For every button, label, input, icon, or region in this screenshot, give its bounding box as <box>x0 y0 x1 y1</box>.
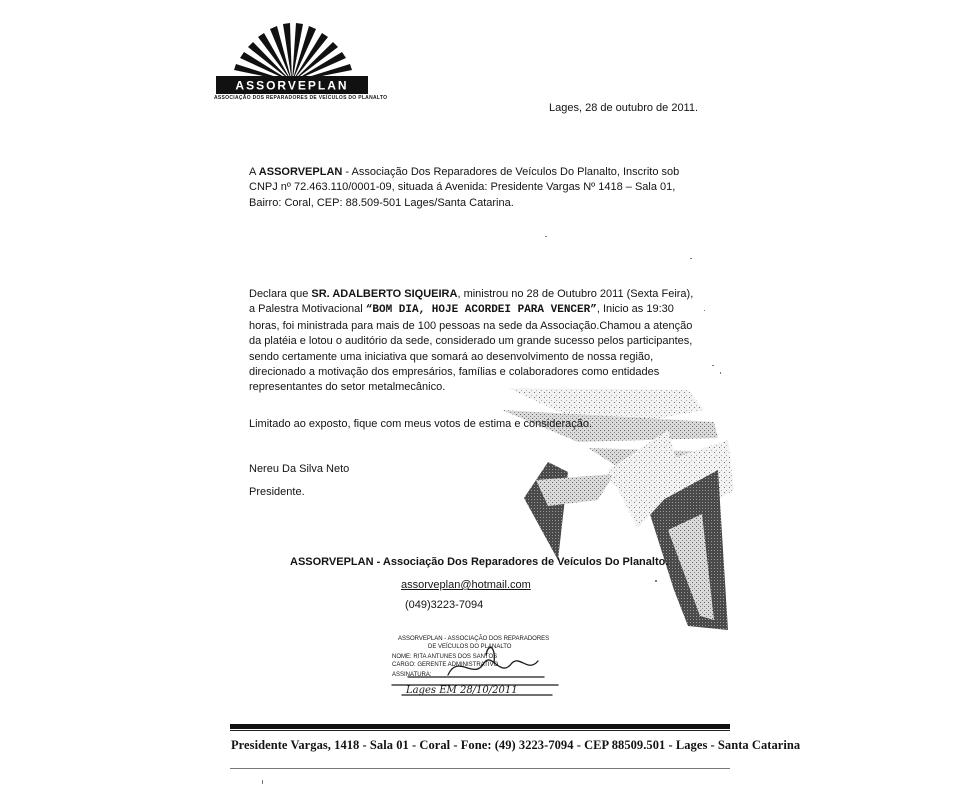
closing-line: Limitado ao exposto, fique com meus votos de estima e consideração. <box>249 418 593 430</box>
org-phone: (049)3223-7094 <box>405 599 484 611</box>
org-email[interactable]: assorveplan@hotmail.com <box>401 579 531 591</box>
body-line-6: direcionado a motivação dos empresários, famílias e colaboradores como entidades <box>249 366 660 379</box>
handwritten-date: Lages EM 28/10/2011 <box>406 685 518 696</box>
addressee-line-2: CNPJ nº 72.463.110/0001-09, situada á Avenida: Presidente Vargas Nº 1418 – Sala 01, <box>249 181 676 194</box>
stamp-line-2: DE VEÍCULOS DO PLANALTO <box>428 644 512 650</box>
date-line: Lages, 28 de outubro de 2011. <box>549 102 699 114</box>
stamp-line-1: ASSORVEPLAN - ASSOCIAÇÃO DOS REPARADORES <box>398 636 550 642</box>
body-line-3: horas, foi ministrada para mais de 100 pessoas na sede da Associação.Chamou a atenção <box>249 319 693 332</box>
logo-wordmark: ASSORVEPLAN <box>235 78 349 93</box>
body-line-7: representantes do setor metalmecânico. <box>249 381 446 394</box>
body-line-2: a Palestra Motivacional “BOM DIA, HOJE ACORDEI PARA VENCER”, Inicio as 19:30 <box>249 303 674 317</box>
logo-caption: ASSOCIAÇÃO DOS REPARADORES DE VEÍCULOS DO PLANALTO <box>214 95 388 101</box>
body-line-5: sendo certamente uma iniciativa que somará ao desenvolvimento de nossa região, <box>249 350 654 363</box>
body-line-4: da platéia e lotou o auditório da sede, considerado um grande sucesso pelos participantes, <box>249 335 693 348</box>
stamp-role-line: CARGO: GERENTE ADMINISTRATIVO <box>392 662 499 668</box>
addressee-line-3: Bairro: Coral, CEP: 88.509-501 Lages/Santa Catarina. <box>249 196 514 209</box>
signer-name: Nereu Da Silva Neto <box>249 463 350 475</box>
addressee-line-1: A ASSORVEPLAN - Associação Dos Reparadores de Veículos Do Planalto, Inscrito sob <box>249 166 680 178</box>
body-line-1: Declara que SR. ADALBERTO SIQUEIRA, ministrou no 28 de Outubro 2011 (Sexta Feira), <box>249 288 694 300</box>
org-name-line: ASSORVEPLAN - Associação Dos Reparadores de Veículos Do Planalto. <box>290 556 669 568</box>
stamp-signature-label: ASSINATURA: <box>392 672 432 678</box>
signer-title: Presidente. <box>249 486 305 498</box>
stamp-name-line: NOME: RITA ANTUNES DOS SANTOS <box>392 654 498 660</box>
footer-address: Presidente Vargas, 1418 - Sala 01 - Coral - Fone: (49) 3223-7094 - CEP 88509.501 - Lages - Santa Catarina <box>231 738 801 752</box>
